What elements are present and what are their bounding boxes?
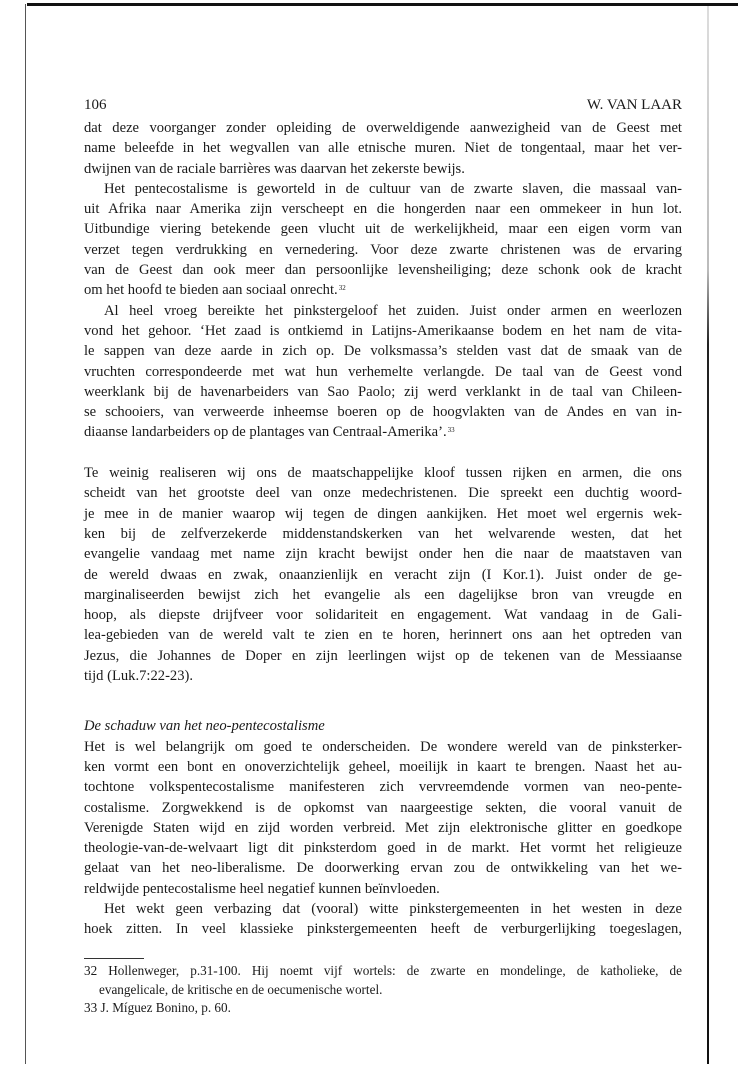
line-text: vruchten correspondeerde met wat hun verhemelte verlangde. De taal van de Geest vond — [84, 363, 682, 380]
text-line — [84, 138, 682, 158]
line-text: de wereld dwaas en zwak, onaanzienlijk en veracht zijn (I Kor.1). Juist onder de ge- — [84, 566, 682, 583]
page-number: 106 — [84, 97, 107, 113]
line-text: marginaliseerden bewijst zich het evangelie als een dagelijkse bron van vreugde en — [84, 586, 682, 603]
text-line — [84, 219, 682, 239]
page-left-border — [25, 4, 26, 1064]
footnote-reference[interactable]: 32 — [338, 284, 346, 293]
footnotes — [84, 962, 682, 1018]
paragraph — [84, 179, 682, 301]
line-text: tochtone volkspentecostalisme manifesteren zich vervreemdende vormen van neo-pente- — [84, 779, 682, 796]
text-line — [84, 118, 682, 138]
text-line — [84, 280, 682, 300]
line-text: ken bij de zelfverzekerde middenstandskerken van het welvarende westen, dat het — [84, 525, 682, 542]
line-text: hoop, als diepste drijfveer voor solidariteit en engagement. Wat vandaag in de Gali- — [84, 607, 682, 624]
paragraph — [84, 737, 682, 899]
footnote — [84, 962, 682, 999]
line-text: ken vormt een bont en onoverzichtelijk geheel, moeilijk in kaart te brengen. Naast het au- — [84, 758, 682, 775]
line-text: Verenigde Staten wijd en zijd worden verbreid. Met zijn elektronische glitter en goedkope — [84, 819, 682, 836]
text-line — [84, 504, 682, 524]
text-line — [84, 625, 682, 645]
body-text — [84, 118, 682, 940]
line-text: Jezus, die Johannes de Doper en zijn leerlingen wijst op de tekenen van de Messiaanse — [84, 647, 682, 664]
line-text: verzet tegen verdrukking en vernedering. Voor deze zwarte christenen was de ervaring — [84, 241, 682, 258]
line-text: vond het gehoor. ‘Het zaad is ontkiemd in Latijns-Amerikaanse bodem en het nam de vita- — [84, 322, 682, 339]
page-header — [84, 97, 682, 114]
text-line — [84, 301, 682, 321]
text-line — [84, 199, 682, 219]
paragraph — [84, 899, 682, 940]
text-line — [84, 260, 682, 280]
text-line — [84, 646, 682, 666]
line-text: lea-gebieden van de wereld valt te zien en te horen, herinnert ons aan het optreden van — [84, 627, 682, 644]
text-line — [84, 402, 682, 422]
line-text: name beleefde in het wegvallen van alle etnische muren. Niet de tongentaal, maar het ver- — [84, 140, 682, 157]
text-line — [84, 858, 682, 878]
line-text: tijd (Luk.7:22-23). — [84, 668, 194, 685]
line-text: Uitbundige viering betekende geen vlucht uit de werkelijkheid, maar een eigen vorm van — [84, 221, 682, 238]
line-text: Het wekt geen verbazing dat (vooral) witte pinkstergemeenten in het westen in deze — [104, 900, 682, 917]
line-text: dat deze voorganger zonder opleiding de overweldigende aanwezigheid van de Geest met — [84, 120, 682, 136]
line-text: gelaat van het neo-liberalisme. De doorwerking ervan zou de ontwikkeling van het we- — [84, 860, 682, 877]
footnote-line: 32 Hollenweger, p.31-100. Hij noemt vijf wortels: de zwarte en mondelinge, de katholieke, de — [84, 963, 682, 978]
line-text: se schooiers, van verweerde inheemse boeren op de hoogvlakten van de Andes en van in- — [84, 404, 682, 421]
text-line — [84, 544, 682, 564]
text-line — [84, 240, 682, 260]
text-line — [84, 565, 682, 585]
footnote — [84, 999, 682, 1018]
line-text: van de Geest dan ook meer dan persoonlijke levensheiliging; deze schonk ook de kracht — [84, 262, 682, 279]
text-line — [84, 179, 682, 199]
line-text: hoek zitten. In veel klassieke pinkstergemeenten heeft de verburgerlijking toegeslagen, — [84, 921, 682, 938]
line-text: Het pentecostalisme is geworteld in de cultuur van de zwarte slaven, die massaal van- — [104, 180, 682, 197]
line-text: je mee in de manier waarop wij tegen de dingen aankijken. Het moet wel ergernis wek- — [84, 505, 682, 522]
text-line — [84, 585, 682, 605]
footnote-separator — [84, 958, 144, 959]
line-text: diaanse landarbeiders op de plantages van Centraal-Amerika’. — [84, 424, 447, 441]
line-text: scheidt van het grootste deel van onze medechristenen. Die spreekt een duchtig woord- — [84, 485, 682, 502]
text-line — [84, 524, 682, 544]
text-line — [84, 605, 682, 625]
text-line — [84, 382, 682, 402]
line-text: weerklank bij de havenarbeiders van Sao Paolo; zij werd verklankt in de taal van Chileen- — [84, 383, 682, 400]
page-right-border — [707, 6, 709, 1064]
paragraph-spacer — [84, 686, 682, 716]
line-text: Het is wel belangrijk om goed te onderscheiden. De wondere wereld van de pinksterker- — [84, 738, 682, 755]
footnote-line: evangelicale, de kritische en de oecumenische wortel. — [99, 981, 383, 997]
text-line — [84, 919, 682, 939]
text-line — [84, 422, 682, 442]
paragraph — [84, 463, 682, 686]
text-line — [84, 777, 682, 797]
line-text: Al heel vroeg bereikte het pinkstergeloof het zuiden. Juist onder armen en weerlozen — [104, 302, 682, 319]
page-top-border — [27, 3, 738, 6]
line-text: theologie-van-de-welvaart ligt dit pinksterdom goed in de markt. Het vormt het religieuze — [84, 840, 682, 857]
paragraph-spacer — [84, 443, 682, 463]
text-line — [84, 666, 682, 686]
text-line — [84, 798, 682, 818]
footnote-line: 33 J. Míguez Bonino, p. 60. — [84, 1000, 231, 1015]
text-line — [84, 879, 682, 899]
text-line — [84, 321, 682, 341]
text-line — [84, 362, 682, 382]
footnote-reference[interactable]: 33 — [447, 426, 455, 435]
text-line — [84, 757, 682, 777]
line-text: reldwijde pentecostalisme heel negatief kunnen beïnvloeden. — [84, 880, 440, 897]
text-line — [84, 159, 682, 179]
line-text: Te weinig realiseren wij ons de maatschappelijke kloof tussen rijken en armen, die ons — [84, 465, 682, 482]
running-head: W. VAN LAAR — [586, 97, 682, 113]
text-line — [84, 818, 682, 838]
line-text: evangelie vandaag met name zijn kracht bewijst onder hen die naar de maatstaven van — [84, 546, 682, 563]
text-line — [84, 838, 682, 858]
text-line — [84, 463, 682, 483]
section-heading: De schaduw van het neo-pentecostalisme — [84, 718, 325, 735]
text-line — [84, 341, 682, 361]
line-text: uit Afrika naar Amerika zijn verscheept en die hongerden naar een ommekeer in hun lot. — [84, 201, 682, 218]
paragraph — [84, 118, 682, 179]
line-text: dwijnen van de raciale barrières was daarvan het zekerste bewijs. — [84, 160, 465, 177]
line-text: costalisme. Zorgwekkend is de opkomst van naargeestige sekten, die vooral vanuit de — [84, 799, 682, 816]
text-line — [84, 737, 682, 757]
line-text: om het hoofd te bieden aan sociaal onrecht. — [84, 282, 338, 299]
text-line — [84, 483, 682, 503]
line-text: le sappen van deze aarde in zich op. De volksmassa’s stelden vast dat de smaak van de — [84, 343, 682, 360]
text-line — [84, 899, 682, 919]
paragraph — [84, 301, 682, 443]
